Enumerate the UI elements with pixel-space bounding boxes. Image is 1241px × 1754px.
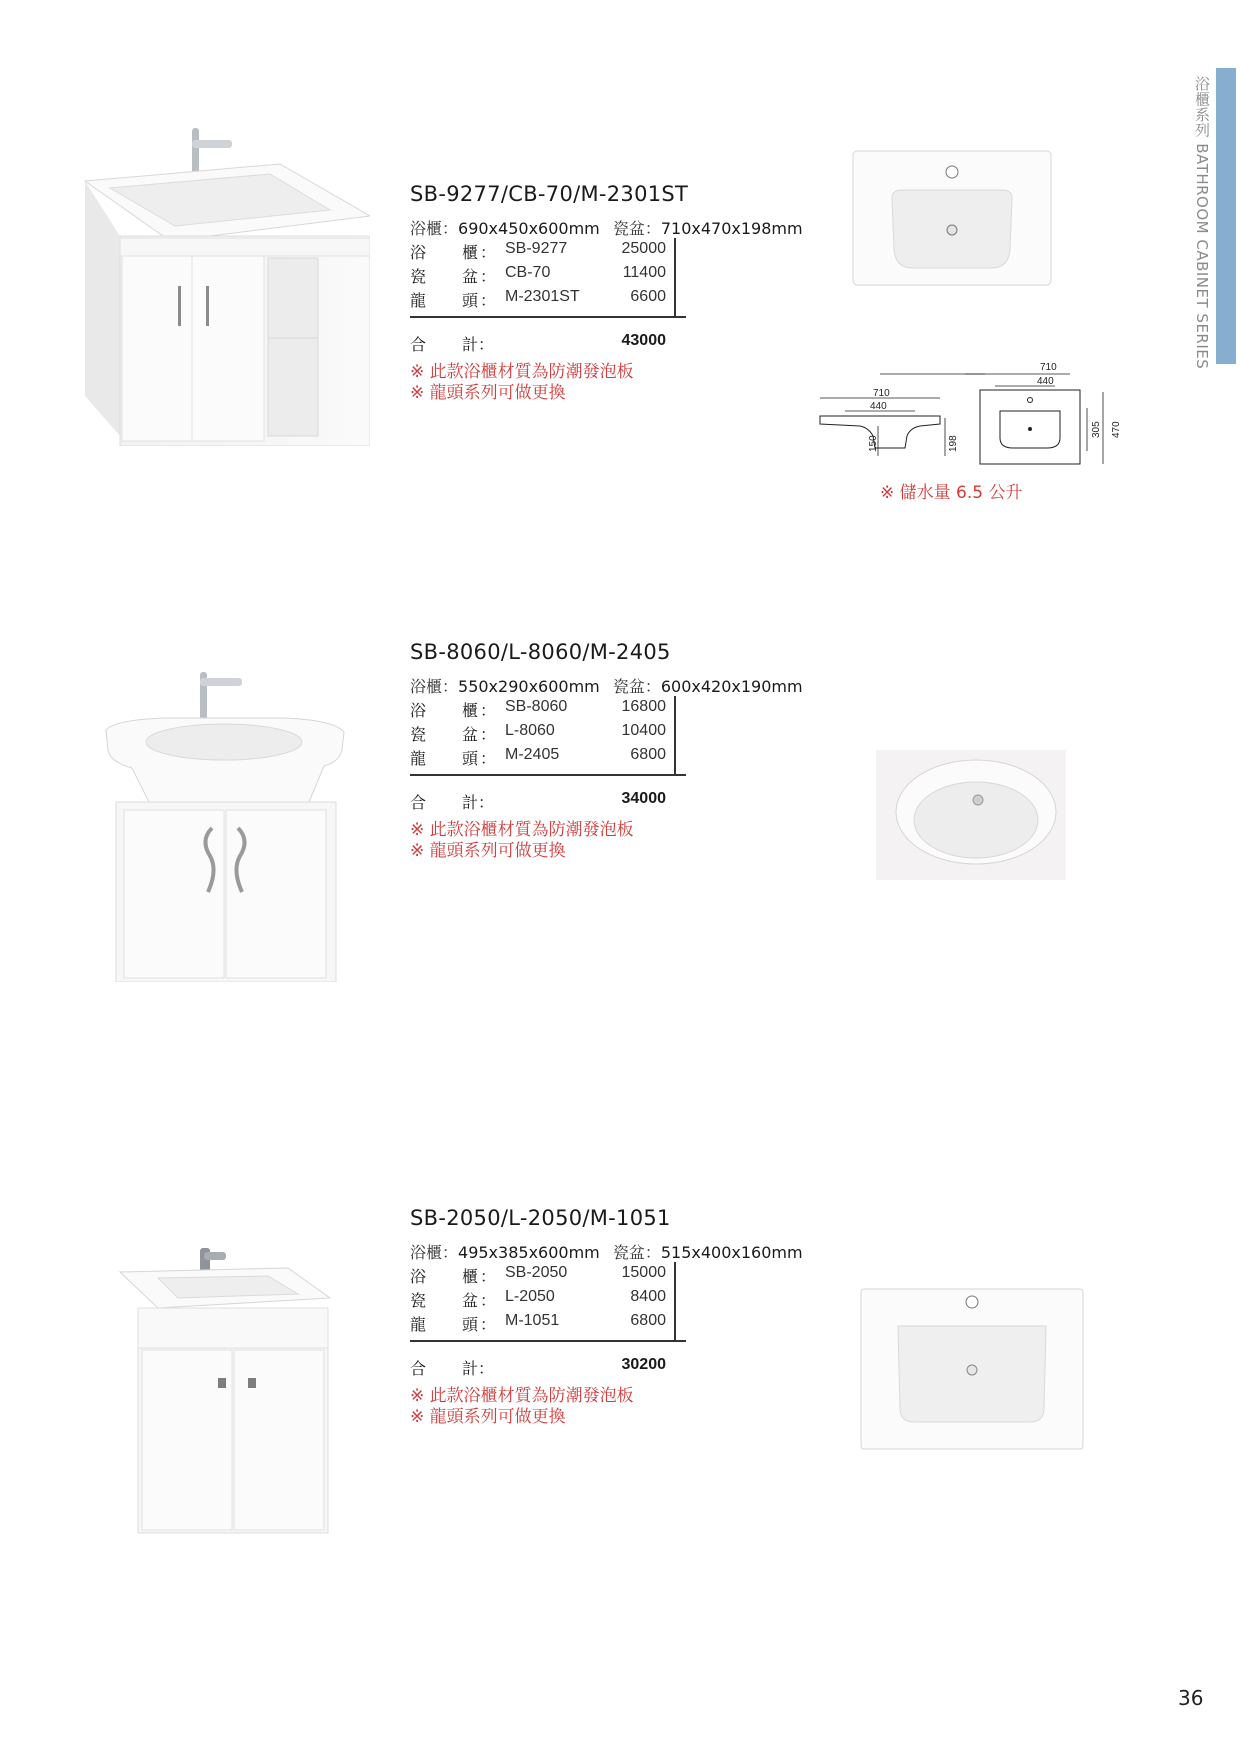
cabinet-dims-label: 浴櫃： (410, 677, 459, 696)
row-model: M-1051 (505, 1312, 560, 1329)
total-price: 34000 (621, 790, 666, 807)
row-category-char: 頭： (462, 1315, 499, 1334)
row-category-char: 櫃： (462, 701, 499, 720)
table-vertical-rule (674, 238, 676, 316)
cabinet-dims: 495x385x600mm (458, 1243, 600, 1262)
cabinet-image-sb-2050 (118, 1246, 333, 1536)
row-price: 8400 (630, 1288, 666, 1305)
note-faucet: ※ 龍頭系列可做更換 (410, 841, 566, 861)
product-3 (0, 1206, 1241, 1606)
product-title: SB-2050/L-2050/M-1051 (410, 1206, 671, 1230)
row-model: L-8060 (505, 722, 555, 739)
notes (410, 1386, 634, 1428)
row-category-char: 櫃： (462, 1267, 499, 1286)
basin-image-cb-70 (852, 150, 1052, 286)
dimensions-line (410, 1240, 803, 1263)
row-price: 11400 (622, 264, 666, 281)
price-row-faucet (410, 746, 680, 770)
diag-top-d-inner: 305 (1091, 421, 1102, 438)
diag-top-d-outer: 470 (1111, 421, 1122, 438)
table-vertical-rule (674, 696, 676, 774)
row-category-char: 浴 (410, 1267, 429, 1286)
row-category-char: 浴 (410, 243, 429, 262)
diag-side-w-inner: 440 (870, 401, 887, 412)
total-label-char: 合 (410, 1359, 427, 1378)
diag-top-w-outer: 710 (1040, 362, 1057, 373)
basin-image-l-8060 (876, 750, 1066, 880)
basin-dims-label: 瓷盆： (612, 677, 661, 696)
notes (410, 820, 634, 862)
row-model: M-2301ST (505, 288, 580, 305)
basin-dims-label: 瓷盆： (612, 219, 661, 238)
row-category-char: 櫃： (462, 243, 499, 262)
diag-top-w-inner: 440 (1037, 376, 1054, 387)
note-material: ※ 此款浴櫃材質為防潮發泡板 (410, 820, 634, 840)
table-total-rule (410, 1340, 686, 1342)
price-row-cabinet (410, 698, 680, 722)
price-row-basin (410, 722, 680, 746)
price-row-basin (410, 264, 680, 288)
row-price: 6600 (630, 288, 666, 305)
row-model: CB-70 (505, 264, 551, 281)
row-category-char: 盆： (462, 1291, 499, 1310)
row-model: SB-2050 (505, 1264, 568, 1281)
total-label-char: 計： (462, 335, 495, 354)
cabinet-dims-label: 浴櫃： (410, 219, 459, 238)
row-category-char: 盆： (462, 267, 499, 286)
row-category-char: 盆： (462, 725, 499, 744)
row-category-char: 瓷 (410, 267, 429, 286)
basin-image-l-2050 (860, 1288, 1084, 1450)
row-price: 16800 (621, 698, 666, 715)
diag-side-h-inner: 150 (868, 435, 879, 452)
total-label-char: 合 (410, 793, 427, 812)
dimensions-line (410, 216, 803, 239)
product-1 (0, 110, 1241, 503)
row-model: M-2405 (505, 746, 560, 763)
cabinet-dims: 690x450x600mm (458, 219, 600, 238)
basin-dims: 710x470x198mm (660, 219, 803, 238)
basin-dims: 600x420x190mm (660, 677, 803, 696)
product-title: SB-9277/CB-70/M-2301ST (410, 182, 689, 206)
row-category-char: 龍 (410, 291, 429, 310)
total-label-char: 合 (410, 335, 427, 354)
row-category-char: 頭： (462, 291, 499, 310)
price-row-faucet (410, 1312, 680, 1336)
row-price: 6800 (630, 746, 666, 763)
basin-dimension-diagram (815, 356, 1135, 466)
price-row-faucet (410, 288, 680, 312)
note-faucet: ※ 龍頭系列可做更換 (410, 1407, 566, 1427)
row-price: 10400 (621, 722, 666, 739)
price-row-cabinet (410, 240, 680, 264)
total-label-char: 計： (462, 1359, 495, 1378)
series-label: 浴櫃系列 BATHROOM CABINET SERIES (1193, 76, 1211, 370)
row-category-char: 瓷 (410, 1291, 429, 1310)
row-category-char: 浴 (410, 701, 429, 720)
price-row-basin (410, 1288, 680, 1312)
diag-side-w-outer: 710 (873, 388, 890, 399)
notes (410, 362, 634, 404)
total-price: 43000 (621, 332, 666, 349)
row-model: SB-9277 (505, 240, 568, 257)
storage-capacity-note: ※ 儲水量 6.5 公升 (880, 483, 1023, 503)
table-total-rule (410, 774, 686, 776)
row-category-char: 頭： (462, 749, 499, 768)
cabinet-dims: 550x290x600mm (458, 677, 600, 696)
page-number: 36 (1178, 1686, 1204, 1710)
note-material: ※ 此款浴櫃材質為防潮發泡板 (410, 1386, 634, 1406)
row-price: 15000 (621, 1264, 666, 1281)
table-vertical-rule (674, 1262, 676, 1340)
row-category-char: 瓷 (410, 725, 429, 744)
cabinet-dims-label: 浴櫃： (410, 1243, 459, 1262)
basin-dims: 515x400x160mm (660, 1243, 803, 1262)
row-model: SB-8060 (505, 698, 568, 715)
cabinet-image-sb-8060 (104, 670, 349, 982)
price-row-cabinet (410, 1264, 680, 1288)
row-category-char: 龍 (410, 1315, 429, 1334)
row-price: 6800 (630, 1312, 666, 1329)
basin-dims-label: 瓷盆： (612, 1243, 661, 1262)
dimensions-line (410, 674, 803, 697)
diag-side-h-outer: 198 (948, 435, 959, 452)
note-material: ※ 此款浴櫃材質為防潮發泡板 (410, 362, 634, 382)
note-faucet: ※ 龍頭系列可做更換 (410, 383, 566, 403)
product-title: SB-8060/L-8060/M-2405 (410, 640, 671, 664)
row-price: 25000 (621, 240, 666, 257)
product-2 (0, 640, 1241, 1028)
cabinet-image-sb-9277 (80, 126, 370, 446)
table-total-rule (410, 316, 686, 318)
total-price: 30200 (621, 1356, 666, 1373)
row-category-char: 龍 (410, 749, 429, 768)
row-model: L-2050 (505, 1288, 555, 1305)
total-label-char: 計： (462, 793, 495, 812)
